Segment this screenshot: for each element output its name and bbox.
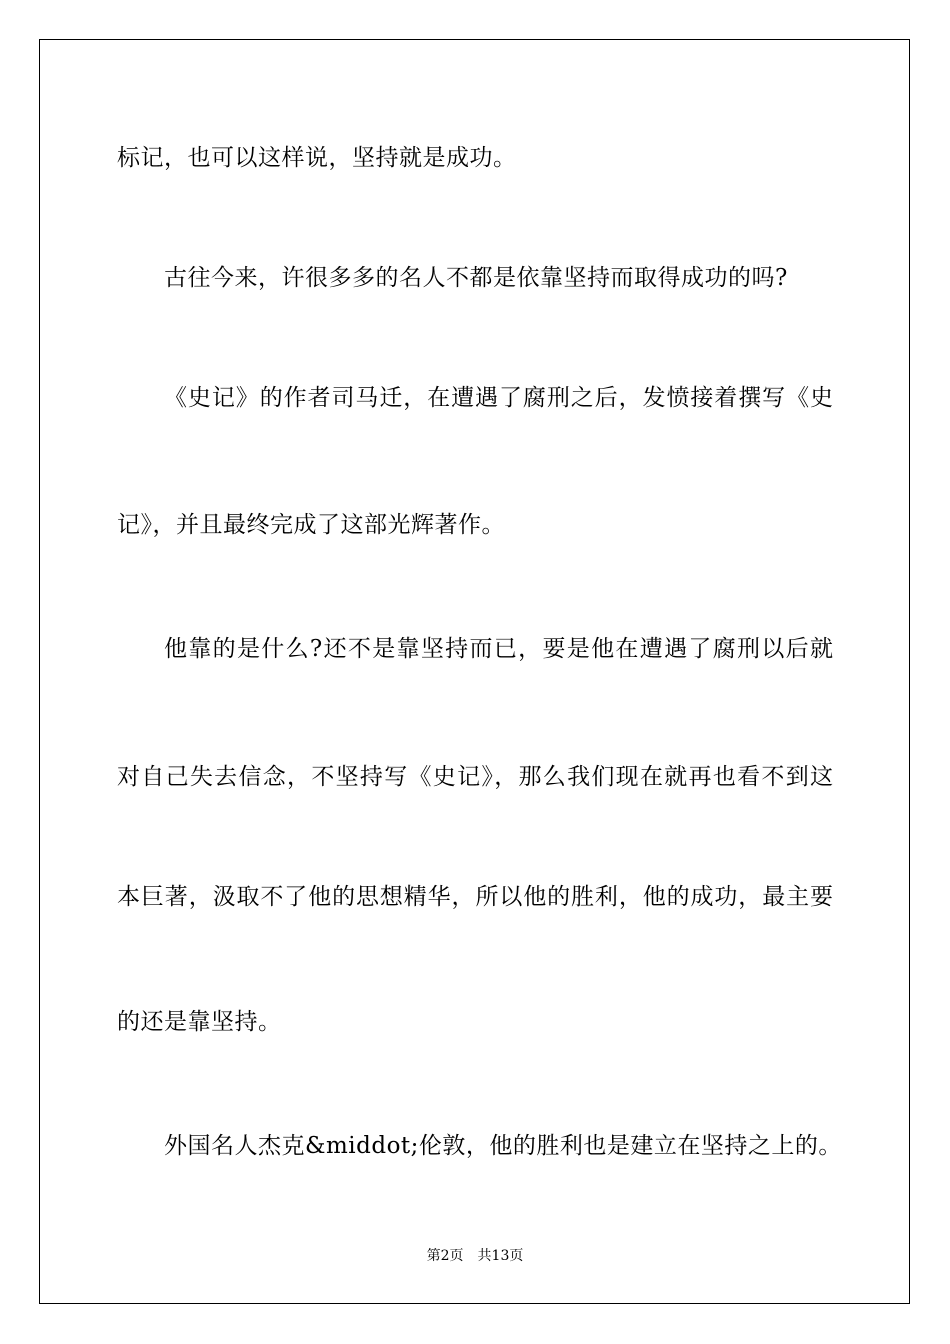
page-footer bbox=[0, 1246, 950, 1266]
page-number: 第2页 bbox=[426, 1248, 464, 1264]
text-line-9: 外国名人杰克&middot;伦敦，他的胜利也是建立在坚持之上的。 bbox=[164, 1133, 842, 1159]
text-line-2: 古往今来，许很多多的名人不都是依靠坚持而取得成功的吗? bbox=[164, 265, 788, 291]
text-line-7: 本巨著，汲取不了他的思想精华，所以他的胜利，他的成功，最主要 bbox=[117, 884, 833, 910]
text-line-5: 他靠的是什么?还不是靠坚持而已，要是他在遭遇了腐刑以后就 bbox=[164, 636, 833, 662]
text-line-6: 对自己失去信念，不坚持写《史记》，那么我们现在就再也看不到这 bbox=[117, 764, 833, 790]
page-border bbox=[39, 39, 910, 1304]
page-total: 共13页 bbox=[477, 1248, 524, 1264]
text-line-3: 《史记》的作者司马迁，在遭遇了腐刑之后，发愤接着撰写《史 bbox=[164, 385, 833, 411]
text-line-4: 记》，并且最终完成了这部光辉著作。 bbox=[117, 512, 505, 538]
text-line-8: 的还是靠坚持。 bbox=[117, 1009, 282, 1035]
text-line-1: 标记，也可以这样说，坚持就是成功。 bbox=[117, 145, 517, 171]
